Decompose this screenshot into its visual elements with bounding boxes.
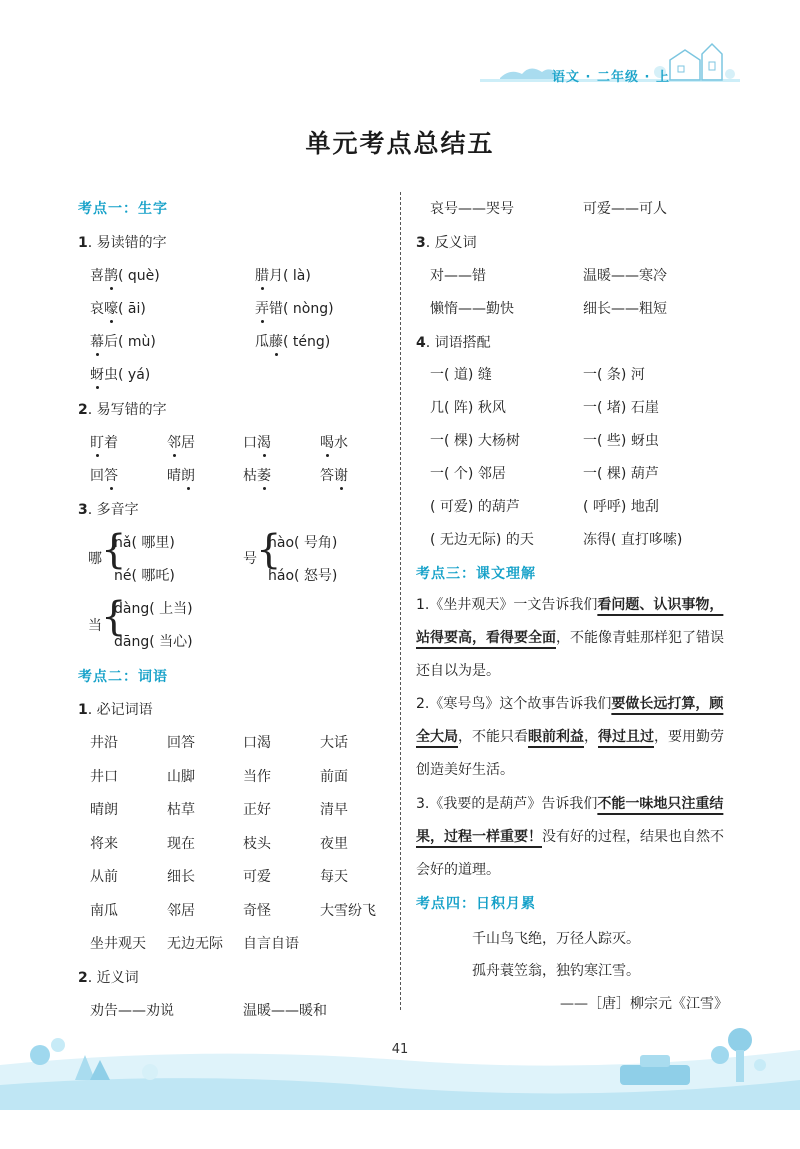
header-label: 语文 · 二年级 · 上 — [552, 70, 670, 85]
write-word: 喝水 — [320, 432, 348, 452]
subsection-label: 多音字 — [96, 502, 139, 518]
poem-line-2: 孤舟蓑笠翁，独钓寒江雪。 — [472, 963, 640, 979]
write-word: 邻居 — [167, 432, 195, 452]
subsection-2-1: 1. 必记词语 — [78, 702, 153, 718]
word: 从前 — [90, 869, 118, 885]
subsection-number: 4 — [416, 335, 426, 351]
read-word: 哀嚎( āi) — [90, 298, 146, 318]
footer-decoration — [0, 1010, 800, 1110]
polyphone-reading: dàng( 上当) — [114, 601, 193, 617]
collocation: 一( 道) 缝 — [430, 367, 492, 383]
section-heading-3: 考点三：课文理解 — [416, 566, 536, 582]
write-word: 枯萎 — [243, 465, 271, 485]
subsection-label: 易读错的字 — [96, 235, 167, 251]
subsection-1-2: 2. 易写错的字 — [78, 402, 167, 418]
write-word: 晴朗 — [167, 465, 195, 485]
collocation: ( 可爱) 的葫芦 — [430, 499, 520, 515]
read-word: 幕后( mù) — [90, 331, 156, 351]
subsection-1-1: 1. 易读错的字 — [78, 235, 167, 251]
synonym-pair: 温暖——暖和 — [243, 1003, 327, 1019]
subsection-number: 1 — [78, 702, 88, 718]
understanding-paragraph-2: 2.《寒号鸟》这个故事告诉我们要做长远打算，顾全大局，不能只看眼前利益，得过且过，要用勤劳创造美好生活。 — [416, 696, 724, 778]
polyphone-char: 号 — [243, 551, 257, 567]
word: 无边无际 — [167, 936, 223, 952]
read-word: 腊月( là) — [255, 265, 311, 285]
collocation: 几( 阵) 秋风 — [430, 400, 506, 416]
write-word: 盯着 — [90, 432, 118, 452]
subsection-2-2: 2. 近义词 — [78, 970, 139, 986]
subsection-label: 必记词语 — [96, 702, 153, 718]
polyphone-reading: háo( 怒号) — [268, 568, 338, 584]
word: 大话 — [320, 735, 348, 751]
polyphone-char: 当 — [88, 618, 102, 634]
subsection-number: 3 — [416, 235, 426, 251]
word: 每天 — [320, 869, 348, 885]
page-number: 41 — [391, 1042, 409, 1057]
collocation: ( 呼呼) 地刮 — [583, 499, 659, 515]
polyphone-reading: nǎ( 哪里) — [114, 535, 175, 551]
polyphone-reading: hào( 号角) — [268, 535, 338, 551]
word: 夜里 — [320, 836, 348, 852]
synonym-pair: 劝告——劝说 — [90, 1003, 174, 1019]
subsection-number: 2 — [78, 402, 88, 418]
word: 正好 — [243, 802, 271, 818]
synonym-pair: 可爱——可人 — [583, 201, 667, 217]
subsection-label: 词语搭配 — [434, 335, 491, 351]
write-word: 回答 — [90, 465, 118, 485]
word: 枯草 — [167, 802, 195, 818]
read-word: 瓜藤( téng) — [255, 331, 330, 351]
collocation: 一( 些) 蚜虫 — [583, 433, 659, 449]
antonym-pair: 懒惰——勤快 — [430, 301, 514, 317]
collocation: 一( 个) 邻居 — [430, 466, 506, 482]
word: 山脚 — [167, 769, 195, 785]
subsection-number: 2 — [78, 970, 88, 986]
antonym-pair: 细长——粗短 — [583, 301, 667, 317]
word: 晴朗 — [90, 802, 118, 818]
understanding-paragraph-1: 1.《坐井观天》一文告诉我们看问题、认识事物，站得要高，看得要全面，不能像青蛙那样犯了错误还自以为是。 — [416, 597, 724, 679]
read-word: 弄错( nòng) — [255, 298, 334, 318]
subsection-number: 3 — [78, 502, 88, 518]
word: 可爱 — [243, 869, 271, 885]
brace-icon: { — [256, 527, 282, 573]
poem-line-1: 千山鸟飞绝，万径人踪灭。 — [472, 931, 640, 947]
section-heading-1: 考点一：生字 — [78, 201, 168, 217]
word: 自言自语 — [243, 936, 299, 952]
column-divider — [400, 192, 401, 1010]
word: 将来 — [90, 836, 118, 852]
word: 南瓜 — [90, 903, 118, 919]
collocation: 一( 棵) 大杨树 — [430, 433, 520, 449]
subsection-number: 1 — [78, 235, 88, 251]
subsection-label: 反义词 — [434, 235, 477, 251]
polyphone-reading: dāng( 当心) — [114, 634, 193, 650]
word: 前面 — [320, 769, 348, 785]
poem-source: ——［唐］柳宗元《江雪》 — [560, 996, 728, 1012]
word: 井沿 — [90, 735, 118, 751]
subsection-2-4: 4. 词语搭配 — [416, 335, 491, 351]
read-word: 蚜虫( yá) — [90, 364, 150, 384]
understanding-paragraph-3: 3.《我要的是葫芦》告诉我们不能一味地只注重结果，过程一样重要！没有好的过程，结果也自然不会好的道理。 — [416, 796, 724, 878]
brace-icon: { — [101, 527, 127, 573]
word: 大雪纷飞 — [320, 903, 376, 919]
word: 奇怪 — [243, 903, 271, 919]
subsection-label: 易写错的字 — [96, 402, 167, 418]
word: 井口 — [90, 769, 118, 785]
collocation: 冻得( 直打哆嗦) — [583, 532, 683, 548]
antonym-pair: 温暖——寒冷 — [583, 268, 667, 284]
polyphone-reading: né( 哪吒) — [114, 568, 175, 584]
word: 清早 — [320, 802, 348, 818]
section-heading-4: 考点四：日积月累 — [416, 896, 536, 912]
write-word: 答谢 — [320, 465, 348, 485]
word: 枝头 — [243, 836, 271, 852]
word: 回答 — [167, 735, 195, 751]
subsection-1-3: 3. 多音字 — [78, 502, 139, 518]
collocation: 一( 棵) 葫芦 — [583, 466, 659, 482]
word: 细长 — [167, 869, 195, 885]
collocation: 一( 条) 河 — [583, 367, 645, 383]
word: 现在 — [167, 836, 195, 852]
write-word: 口渴 — [243, 432, 271, 452]
collocation: 一( 堵) 石崖 — [583, 400, 659, 416]
subsection-2-3: 3. 反义词 — [416, 235, 477, 251]
subsection-label: 近义词 — [96, 970, 139, 986]
word: 当作 — [243, 769, 271, 785]
page-title: 单元考点总结五 — [305, 129, 495, 158]
collocation: ( 无边无际) 的天 — [430, 532, 534, 548]
antonym-pair: 对——错 — [430, 268, 486, 284]
word: 口渴 — [243, 735, 271, 751]
brace-icon: { — [101, 594, 127, 640]
section-heading-2: 考点二：词语 — [78, 669, 168, 685]
read-word: 喜鹊( què) — [90, 265, 160, 285]
word: 坐井观天 — [90, 936, 146, 952]
polyphone-char: 哪 — [88, 551, 102, 567]
synonym-pair: 哀号——哭号 — [430, 201, 514, 217]
word: 邻居 — [167, 903, 195, 919]
